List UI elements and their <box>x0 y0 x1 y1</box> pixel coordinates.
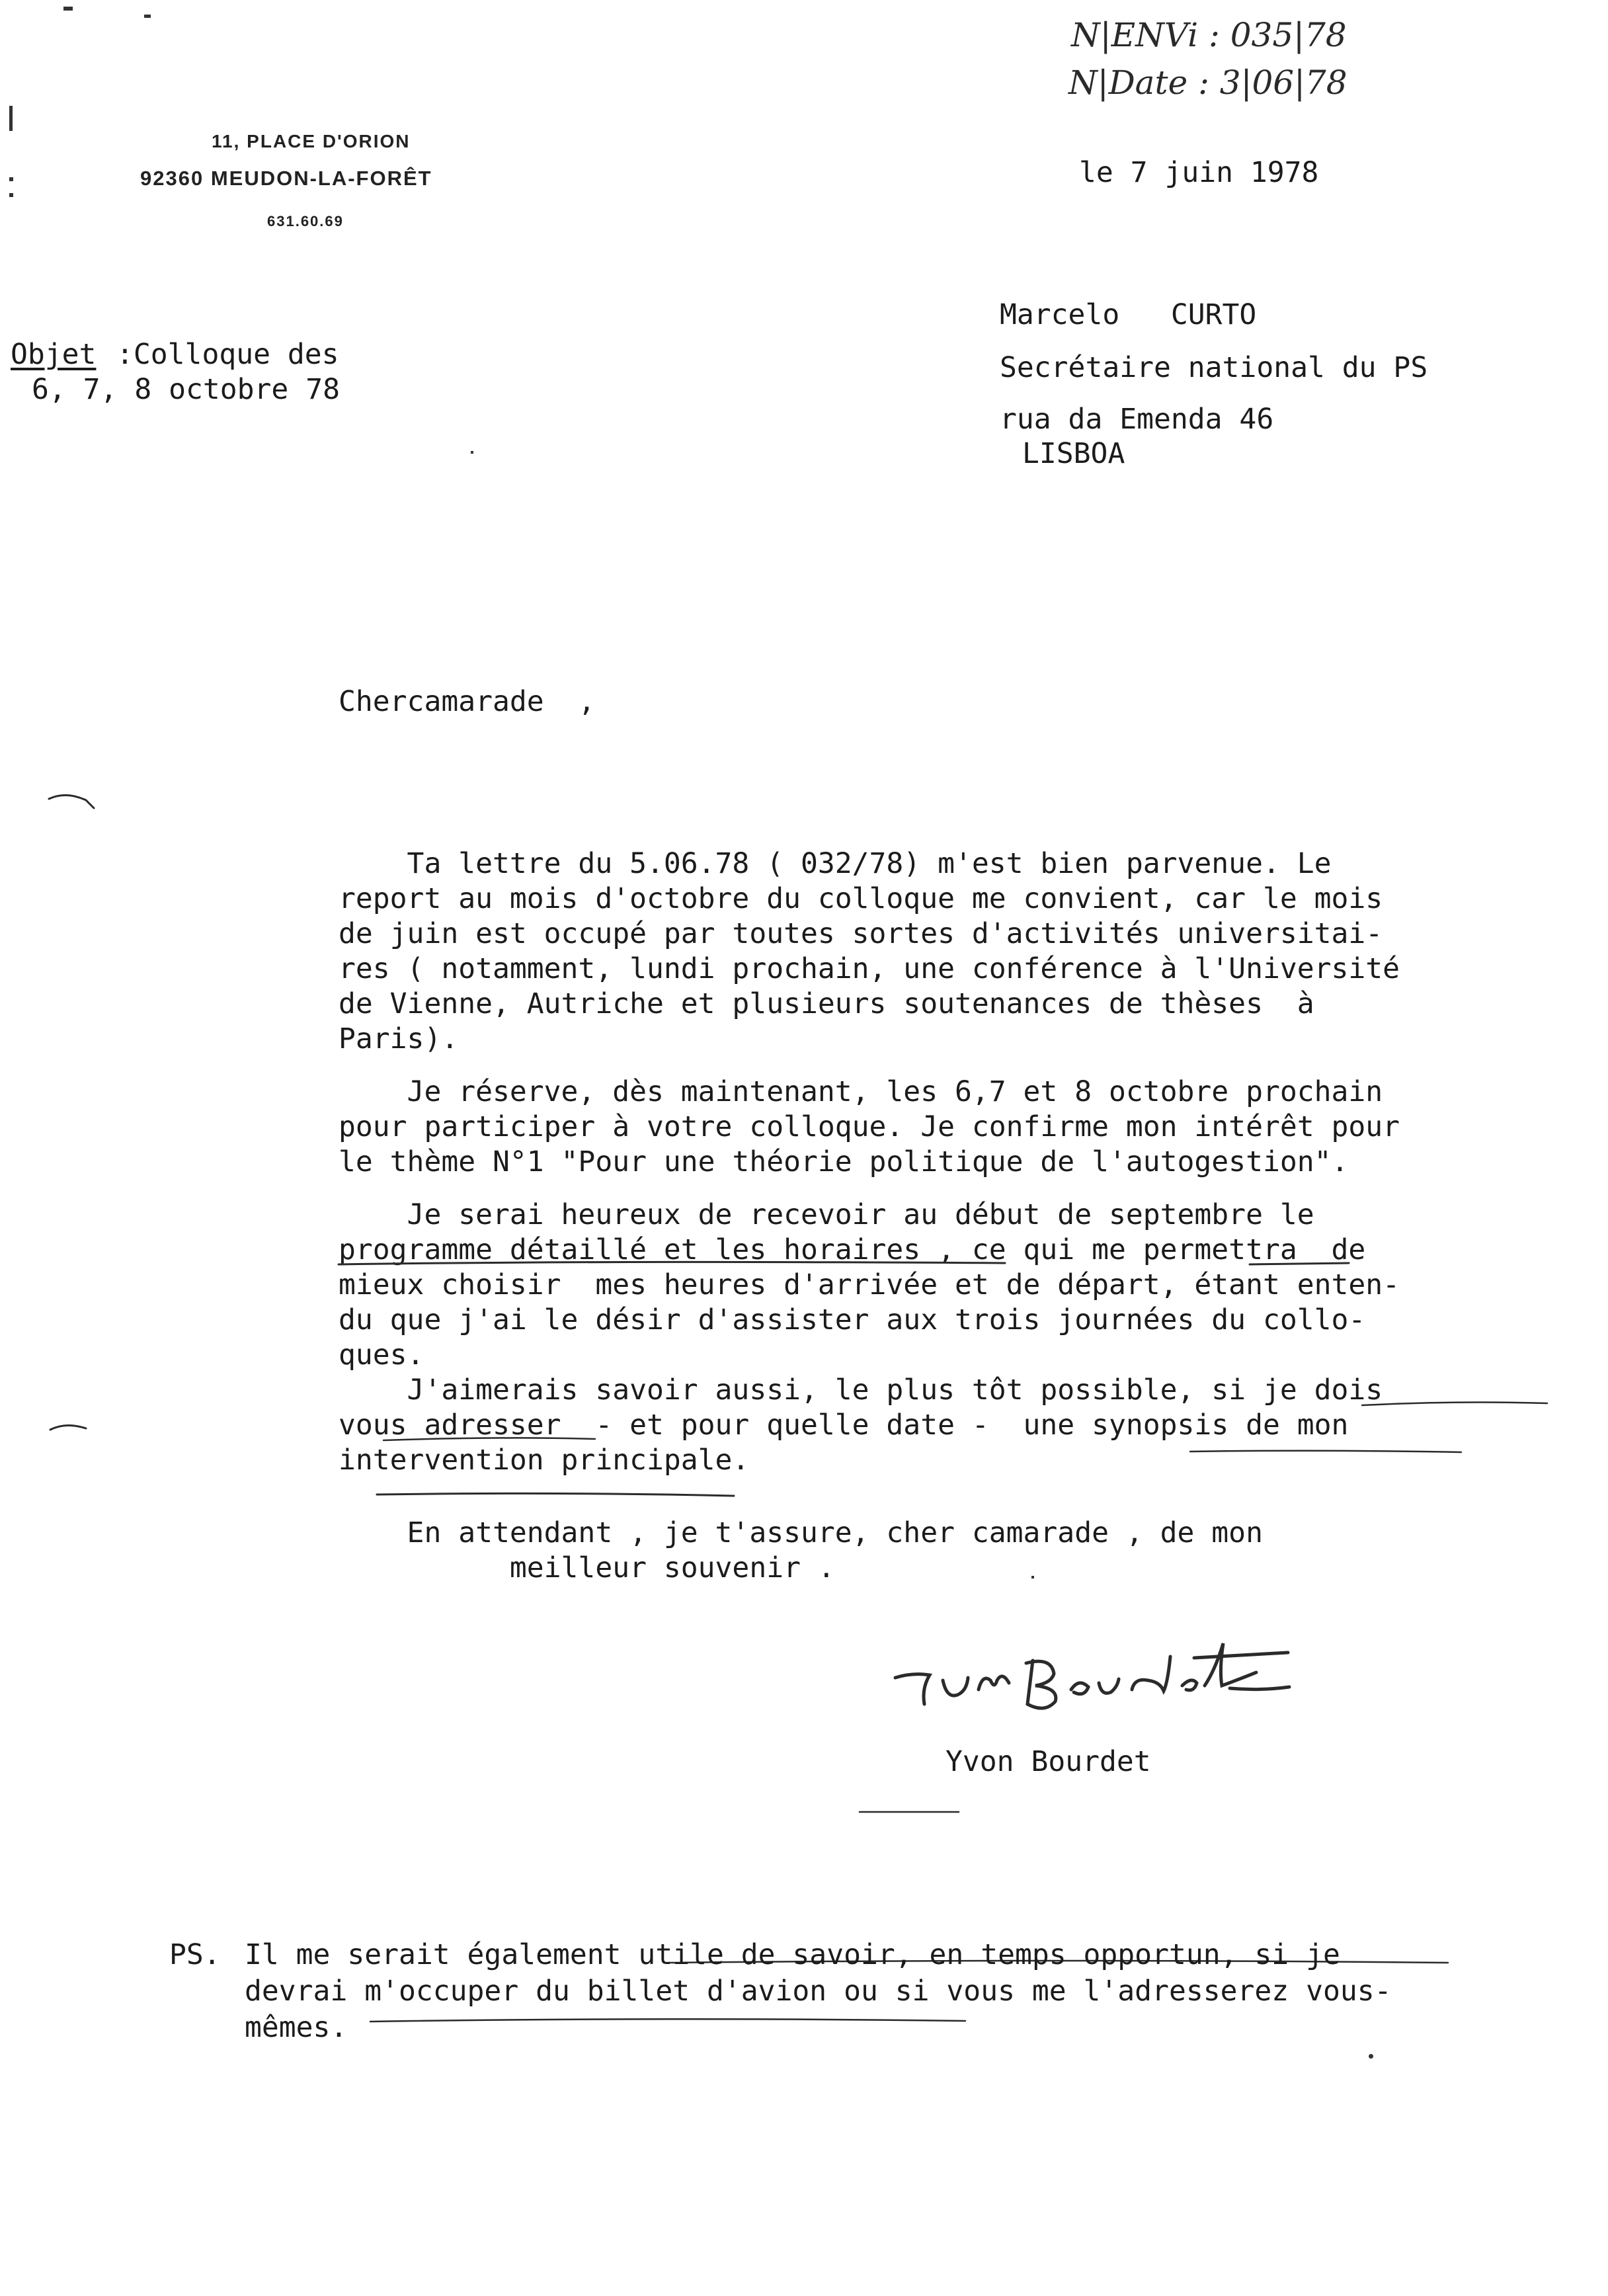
body-line: mieux choisir mes heures d'arrivée et de départ, étant enten- <box>339 1268 1400 1301</box>
letter-date: le 7 juin 1978 <box>1079 156 1319 189</box>
handwritten-reference-date: N|Date : 3|06|78 <box>1068 63 1347 102</box>
body-line: de juin est occupé par toutes sortes d'activités universitai- <box>339 917 1383 950</box>
body-line: programme détaillé et les horaires , ce qui me permettra de <box>339 1233 1366 1266</box>
body-line: du que j'ai le désir d'assister aux trois journées du collo- <box>339 1303 1366 1336</box>
body-line: ques. <box>339 1338 424 1372</box>
signature-name: Yvon Bourdet <box>945 1745 1151 1778</box>
body-line: de Vienne, Autriche et plusieurs soutenances de thèses à <box>339 987 1314 1020</box>
body-line: Paris). <box>339 1022 459 1055</box>
recipient-city: LISBOA <box>1022 437 1125 470</box>
body-line: Je réserve, dès maintenant, les 6,7 et 8 octobre prochain <box>339 1075 1383 1108</box>
body-line: Je serai heureux de recevoir au début de septembre le <box>339 1198 1314 1231</box>
body-line: En attendant , je t'assure, cher camarade , de mon <box>339 1516 1263 1549</box>
subject-label: Objet <box>11 338 97 371</box>
letterhead-city: 92360 MEUDON-LA-FORÊT <box>140 167 432 190</box>
body-line: meilleur souvenir . <box>339 1551 835 1584</box>
body-line: report au mois d'octobre du colloque me convient, car le mois <box>339 882 1383 915</box>
ps-line: Il me serait également utile de savoir, en temps opportun, si je <box>245 1938 1340 1971</box>
body-line: pour participer à votre colloque. Je confirme mon intérêt pour <box>339 1110 1400 1143</box>
subject-line-1: :Colloque des <box>116 338 339 371</box>
body-line: vous adresser - et pour quelle date - une synopsis de mon <box>339 1409 1349 1442</box>
ps-line: devrai m'occuper du billet d'avion ou si vous me l'adresserez vous- <box>245 1975 1392 2008</box>
subject-line-2: 6, 7, 8 octobre 78 <box>32 373 340 406</box>
recipient-street: rua da Emenda 46 <box>1000 403 1274 436</box>
handwritten-reference-envoi: N|ENVi : 035|78 <box>1071 16 1347 54</box>
body-line: res ( notamment, lundi prochain, une conférence à l'Université <box>339 952 1400 985</box>
recipient-name: Marcelo CURTO <box>1000 298 1257 331</box>
scan-speck <box>1369 2054 1373 2059</box>
scan-speck <box>471 451 473 454</box>
salutation: Chercamarade , <box>339 685 596 718</box>
body-line: le thème N°1 "Pour une théorie politique de l'autogestion". <box>339 1145 1349 1178</box>
scan-speck <box>1031 1576 1034 1578</box>
letterhead-phone: 631.60.69 <box>267 213 344 229</box>
handwritten-signature <box>886 1617 1316 1729</box>
body-line: J'aimerais savoir aussi, le plus tôt possible, si je dois <box>339 1374 1383 1407</box>
body-line: intervention principale. <box>339 1444 750 1477</box>
ps-line: mêmes. <box>245 2011 348 2044</box>
recipient-title: Secrétaire national du PS <box>1000 351 1428 384</box>
letterhead-street: 11, PLACE D'ORION <box>212 131 411 151</box>
ps-label: PS. <box>169 1938 221 1971</box>
body-line: Ta lettre du 5.06.78 ( 032/78) m'est bien parvenue. Le <box>339 847 1332 880</box>
